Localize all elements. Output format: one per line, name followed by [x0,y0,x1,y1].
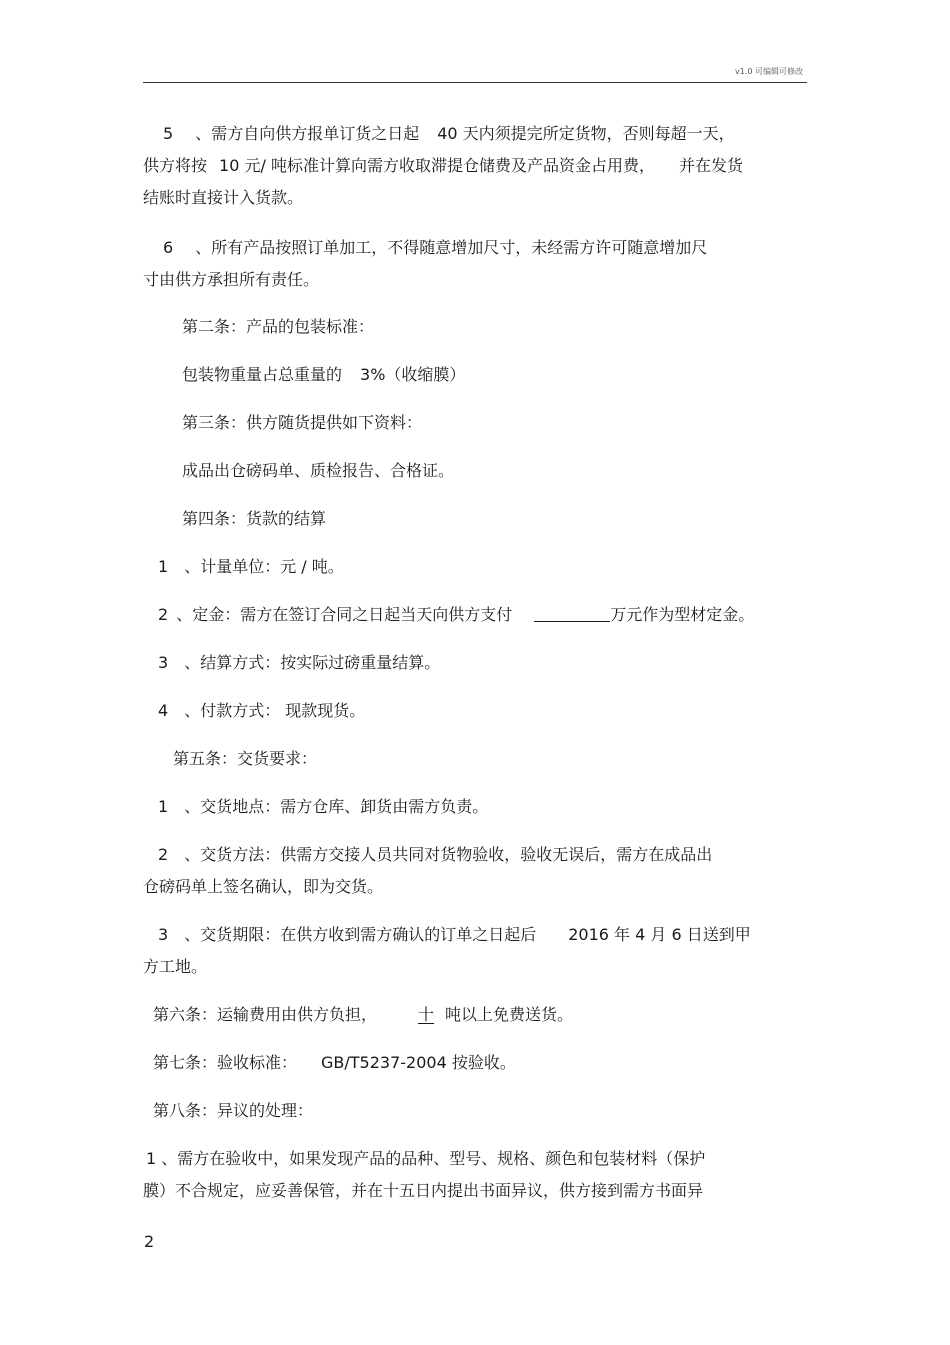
item-text-a: 、交货期限：在供方收到需方确认的订单之日起后 [184,925,537,944]
article-5-item-2-line-1 [158,839,712,871]
clause-5-line-2c: 并在发货 [678,156,743,175]
clause-5-text-b: 40 天内须提完所定货物，否则每超一天， [437,124,735,143]
item-number: 4 [158,701,169,720]
clause-6-number: 6 [163,238,174,257]
clause-5-line-1 [163,118,735,150]
item-number: 3 [158,925,169,944]
item-text: 、付款方式： 现款现货。 [184,701,366,720]
clause-5-text-a: 、需方自向供方报单订货之日起 [195,124,420,143]
item-number: 1 [158,557,169,576]
article-5-item-3-line-2: 方工地。 [143,957,208,976]
article-6 [153,999,573,1031]
article-7-text-b: GB/T5237-2004 按验收。 [321,1053,516,1072]
header-divider [143,82,807,83]
article-2-title: 第二条：产品的包装标准： [182,317,375,336]
article-3-body: 成品出仓磅码单、质检报告、合格证。 [182,461,455,480]
article-7-text-a: 第七条：验收标准： [153,1053,298,1072]
item-text: 、计量单位：元 / 吨。 [184,557,344,576]
article-3-title: 第三条：供方随货提供如下资料： [182,413,423,432]
item-number: 1 [158,797,169,816]
clause-6-line-1 [163,232,707,264]
article-4-item-3 [158,647,440,679]
article-4-item-4 [158,695,365,727]
page-number: 2 [144,1232,155,1251]
clause-5-line-2a: 供方将按 [143,156,208,175]
article-8-item-1-line-1: 1 、需方在验收中，如果发现产品的品种、型号、规格、颜色和包装材料（保护 [146,1149,706,1168]
article-8-title: 第八条：异议的处理： [153,1101,314,1120]
clause-5-number: 5 [163,124,174,143]
article-4-item-2 [158,599,754,631]
item-text: 、结算方式：按实际过磅重量结算。 [184,653,441,672]
clause-5-line-2 [143,150,743,182]
article-5-item-2-line-2: 仓磅码单上签名确认，即为交货。 [143,877,384,896]
item-text: 、交货地点：需方仓库、卸货由需方负责。 [184,797,489,816]
item-text-b: 万元作为型材定金。 [610,605,755,624]
article-7 [153,1047,516,1079]
article-2-text-a: 包装物重量占总重量的 [182,365,343,384]
clause-5-line-2b: 10 元/ 吨标准计算向需方收取滞提仓储费及产品资金占用费， [219,156,655,175]
clause-6-text: 、所有产品按照订单加工，不得随意增加尺寸，未经需方许可随意增加尺 [195,238,708,257]
clause-5-line-3: 结账时直接计入货款。 [143,188,304,207]
item-number: 2 [158,605,169,624]
item-text-a: 、定金：需方在签订合同之日起当天向供方支付 [176,605,513,624]
article-4-title: 第四条：货款的结算 [182,509,327,528]
article-5-item-3-line-1 [158,919,751,951]
version-tag: v1.0 可编辑可修改 [735,67,803,76]
article-4-item-1 [158,551,344,583]
article-2-body [182,359,465,391]
item-text: 、交货方法：供需方交接人员共同对货物验收，验收无误后，需方在成品出 [184,845,713,864]
free-delivery-threshold: 十 [418,1005,435,1024]
article-6-text-b: 吨以上免费送货。 [445,1005,574,1024]
item-number: 2 [158,845,169,864]
clause-6-line-2: 寸由供方承担所有责任。 [143,270,320,289]
article-2-text-b: 3%（收缩膜） [360,365,466,384]
article-5-item-1 [158,791,488,823]
article-5-title: 第五条：交货要求： [173,749,318,768]
article-8-item-1-line-2: 膜）不合规定，应妥善保管，并在十五日内提出书面异议，供方接到需方书面异 [143,1181,704,1200]
item-text-b: 2016 年 4 月 6 日送到甲 [568,925,751,944]
deposit-amount-blank [534,603,610,622]
article-6-text-a: 第六条：运输费用由供方负担， [153,1005,378,1024]
item-number: 3 [158,653,169,672]
